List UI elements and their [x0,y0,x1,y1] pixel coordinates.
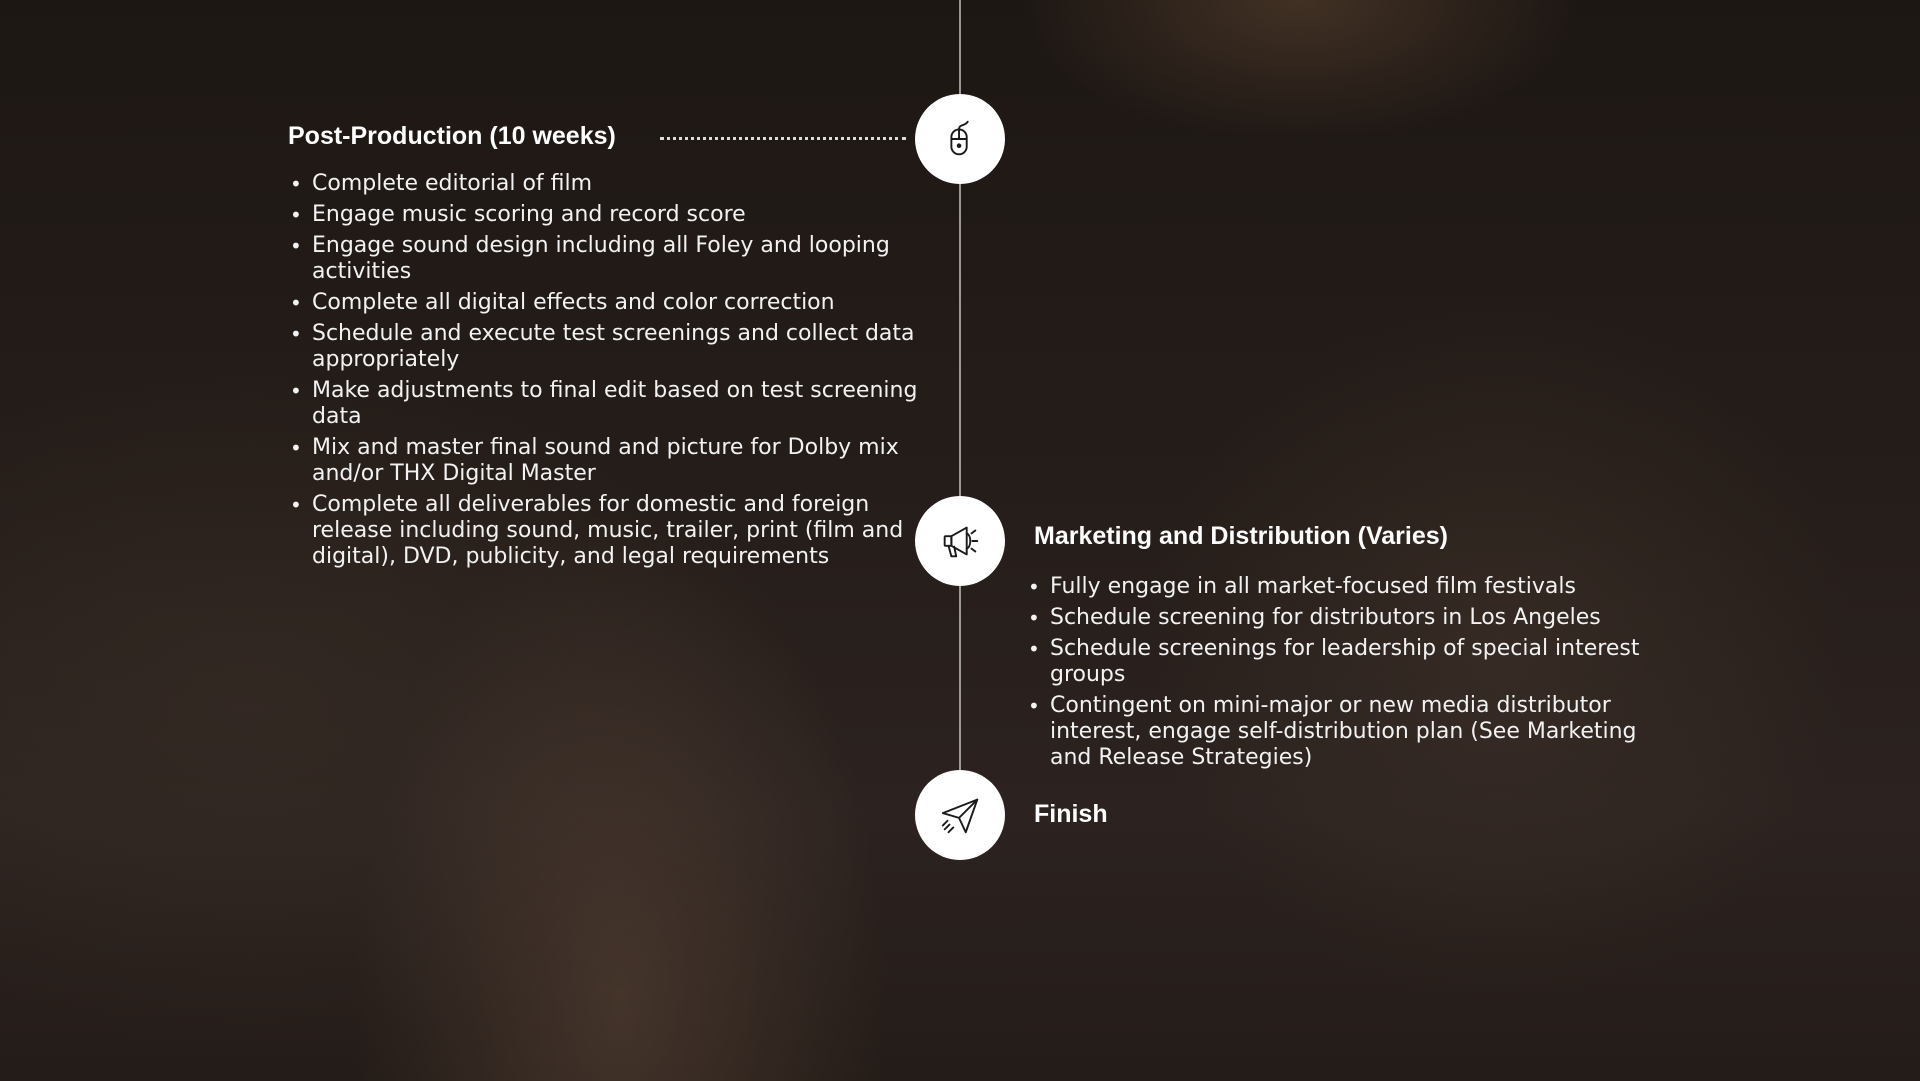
megaphone-icon [937,518,983,564]
post-production-list [288,171,928,575]
finish-title: Finish [1034,800,1108,828]
list-item: • Mix and master final sound and picture for Dolby mix and/or THX Digital Master [288,435,928,487]
post-production-title: Post-Production (10 weeks) [288,122,616,150]
list-item: • Complete all digital effects and color correction [288,290,928,316]
post-production-node [915,94,1005,184]
marketing-list [1026,574,1676,776]
finish-node [915,770,1005,860]
list-item: • Schedule screenings for leadership of special interest groups [1026,636,1676,688]
list-item: • Complete all deliverables for domestic and foreign release including sound, music, trailer, print (film and digital), DVD, publicity, and legal requirements [288,492,928,570]
computer-mouse-icon [937,116,983,162]
marketing-title: Marketing and Distribution (Varies) [1034,522,1448,550]
list-item: • Engage sound design including all Foley and looping activities [288,233,928,285]
marketing-node [915,496,1005,586]
list-item: • Schedule screening for distributors in Los Angeles [1026,605,1676,631]
heading-connector [660,137,906,140]
list-item: • Engage music scoring and record score [288,202,928,228]
paper-plane-icon [937,792,983,838]
list-item: • Schedule and execute test screenings and collect data appropriately [288,321,928,373]
list-item: • Fully engage in all market-focused film festivals [1026,574,1676,600]
list-item: • Make adjustments to final edit based on test screening data [288,378,928,430]
list-item: • Complete editorial of film [288,171,928,197]
list-item: • Contingent on mini-major or new media distributor interest, engage self-distribution plan (See Marketing and Release Strategies) [1026,693,1676,771]
